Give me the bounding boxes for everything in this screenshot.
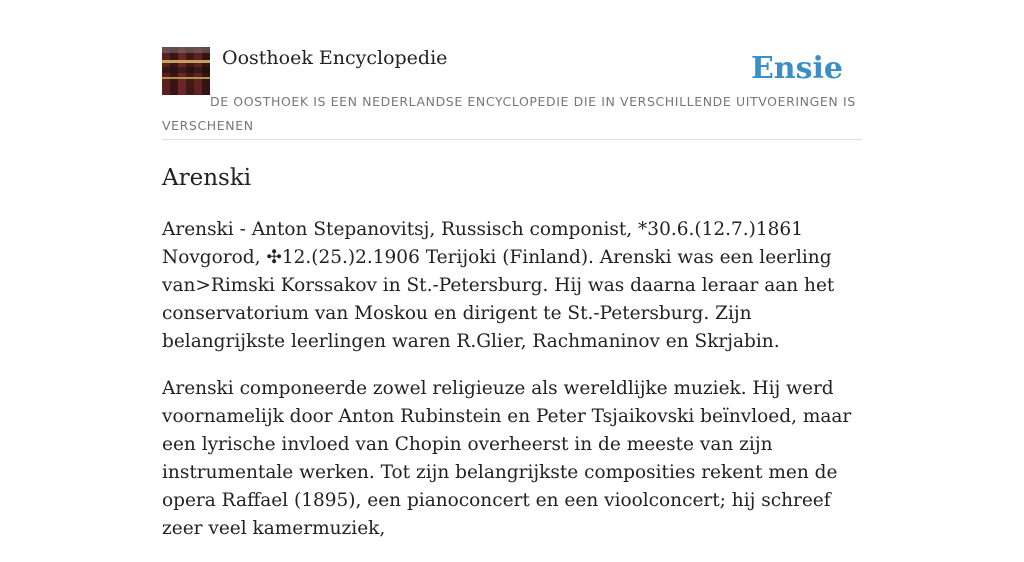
article-paragraph: Arenski componeerde zowel religieuze als wereldlijke muziek. Hij werd voornamelijk door Anton Rubinstein en Peter Tsjaikovski beïnvloed, maar een lyrische invloed van Chopin overheerst in de meeste van zijn instrumentale werken. Tot zijn belangrijkste composities rekent men de opera Raffael (1895), een pianoconcert en een vioolconcert; hij schreef zeer veel kamermuziek, <box>162 378 852 539</box>
site-tagline: DE OOSTHOEK IS EEN NEDERLANDSE ENCYCLOPEDIE DIE IN VERSCHILLENDE UITVOERINGEN IS VERSCHENEN <box>162 94 856 133</box>
article-body <box>162 216 862 562</box>
book-spines-icon[interactable] <box>162 47 210 95</box>
brand-logo[interactable]: Ensie <box>750 51 843 86</box>
site-name-link[interactable]: Oosthoek Encyclopedie <box>222 47 448 69</box>
article-paragraph: Arenski - Anton Stepanovitsj, Russisch componist, *30.6.(12.7.)1861 Novgorod, ✣12.(25.)2.1906 Terijoki (Finland). Arenski was een leerling van>Rimski Korssakov in St.-Petersburg. Hij was daarna leraar aan het conservatorium van Moskou en dirigent te St.-Petersburg. Zijn belangrijkste leerlingen waren R.Glier, Rachmaninov en Skrjabin. <box>162 219 835 352</box>
site-header <box>162 46 862 140</box>
article-title: Arenski <box>162 165 252 191</box>
